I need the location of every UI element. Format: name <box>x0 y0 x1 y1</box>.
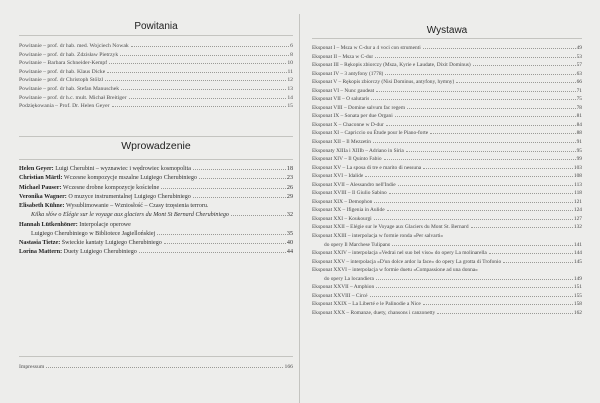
dot-leader <box>365 176 573 177</box>
heading-rule <box>19 35 293 36</box>
entry-page: 124 <box>573 207 582 214</box>
entry-title: Eksponat XIX – Demophon <box>312 198 373 205</box>
dot-leader <box>109 63 286 64</box>
toc-entry[interactable] <box>19 85 293 94</box>
entry-text: O muzyce instrumentalnej Luigiego Cherubiniego <box>66 193 191 200</box>
toc-entry[interactable] <box>312 44 582 53</box>
toc-entry[interactable] <box>19 230 293 239</box>
entry-page: 155 <box>573 292 582 299</box>
entry-page: 49 <box>576 45 582 51</box>
dot-leader <box>389 193 573 194</box>
entry-page: 13 <box>287 85 293 92</box>
dot-leader <box>407 108 576 109</box>
toc-entry[interactable] <box>312 104 582 113</box>
toc-entry[interactable] <box>19 94 293 103</box>
toc-entry[interactable] <box>312 147 582 156</box>
entry-title: Powitanie – prof. dr hab. Klaus Dicke <box>19 68 106 75</box>
heading-rule <box>312 38 582 39</box>
entry-title: Eksponat XV – La sposa di tre e marito di nessuna <box>312 164 422 171</box>
dot-leader <box>392 245 572 246</box>
entry-page: 145 <box>573 258 582 265</box>
dot-leader <box>231 215 286 216</box>
toc-entry[interactable] <box>19 68 293 77</box>
entry-title <box>19 165 191 174</box>
entry-page: 84 <box>576 121 582 128</box>
toc-entry[interactable] <box>19 59 293 68</box>
toc-entry[interactable] <box>312 283 582 292</box>
dot-leader <box>112 106 287 107</box>
entry-page: 32 <box>286 212 293 219</box>
entry-title: Impressum <box>19 364 45 370</box>
toc-entry[interactable] <box>312 309 582 318</box>
entry-page: 8 <box>290 51 293 58</box>
dot-leader <box>473 65 576 66</box>
entry-title: Eksponat VI – Nunc gaudeat <box>312 87 375 94</box>
entry-page: 78 <box>576 104 582 111</box>
dot-leader <box>129 98 287 99</box>
toc-entry[interactable] <box>312 241 582 250</box>
entry-title: Eksponat IV – 3 antyfony (1778) <box>312 70 384 77</box>
dot-leader <box>164 243 286 244</box>
entry-text: Interpolacje operowe <box>77 221 131 228</box>
dot-leader <box>423 48 576 49</box>
toc-entry[interactable] <box>312 206 582 215</box>
dot-leader <box>193 169 286 170</box>
entry-author: Michael Pauser: <box>19 184 62 191</box>
toc-entry[interactable] <box>19 239 293 248</box>
entry-page: 149 <box>573 275 582 282</box>
entry-page: 12 <box>287 77 293 84</box>
entry-page: 23 <box>286 175 293 182</box>
toc-entry[interactable] <box>19 211 293 220</box>
exhibition-list <box>312 44 582 318</box>
entry-title: Eksponat XX – Ifigenia in Aulide <box>312 207 385 214</box>
entry-page: 95 <box>576 147 582 154</box>
toc-entry[interactable] <box>312 275 582 284</box>
entry-title: Eksponat XII – Il Mezzetin <box>312 139 371 146</box>
entry-title: Powitanie – prof. dr hab. Stefan Manuschek <box>19 85 120 92</box>
toc-entry[interactable] <box>312 292 582 301</box>
dot-leader <box>503 262 573 263</box>
toc-entry[interactable] <box>312 266 582 275</box>
dot-leader <box>406 151 576 152</box>
toc-entry[interactable] <box>19 165 293 174</box>
dot-leader <box>373 142 576 143</box>
entry-title: Podziękowania – Prof. Dr. Helen Geyer <box>19 103 110 110</box>
entry-title: do opery La locandiera <box>324 275 374 282</box>
toc-entry[interactable] <box>312 198 582 207</box>
entry-page: 132 <box>573 224 582 231</box>
entry-title: Eksponat XXI – Koukourgi <box>312 215 372 222</box>
toc-entry[interactable] <box>312 300 582 309</box>
entry-page: 18 <box>286 166 293 172</box>
entry-page: 141 <box>573 241 582 248</box>
entry-title: Eksponat XIV – Il Quinto Fabio <box>312 156 382 163</box>
entry-text: Wysublimowanie – Wzniosłość – Czasy trzęsienia terroru. <box>64 203 209 209</box>
dot-leader <box>375 57 575 58</box>
dot-leader <box>385 74 575 75</box>
entry-title: Eksponat XXIV – interpolacja «Vedrai nel suo bel viso» do opery La molinarella <box>312 250 487 257</box>
toc-entry[interactable] <box>312 172 582 181</box>
entry-page: 53 <box>576 53 582 60</box>
toc-entry[interactable] <box>19 248 293 257</box>
toc-entry[interactable] <box>312 181 582 190</box>
entry-title <box>19 184 159 193</box>
entry-title: Eksponat IX – Sonata per due Organi <box>312 113 393 120</box>
dot-leader <box>370 296 573 297</box>
welcome-list <box>19 42 293 111</box>
entry-page: 166 <box>284 364 293 370</box>
dot-leader <box>120 55 289 56</box>
entry-title: Powitanie – prof. dr hab. med. Wojciech Nowak <box>19 43 129 49</box>
entry-title: Eksponat VIII – Domine salvum fac regem <box>312 104 406 111</box>
entry-page: 75 <box>576 96 582 103</box>
entry-title: Powitanie – prof. dr Christoph Stölzl <box>19 77 104 84</box>
entry-title: Eksponat XVI – Idalide <box>312 173 364 180</box>
dot-leader <box>376 287 573 288</box>
entry-page: 162 <box>573 309 582 316</box>
entry-page: 99 <box>576 156 582 163</box>
entry-text: Duety Luigiego Cherubiniego <box>62 249 137 256</box>
entry-page: 26 <box>286 184 293 191</box>
toc-entry[interactable] <box>19 102 293 111</box>
entry-title: Eksponat XVIII – Il Giulio Sabino <box>312 190 387 197</box>
toc-entry[interactable] <box>312 258 582 267</box>
dot-leader <box>376 91 575 92</box>
entry-page: 6 <box>290 43 293 49</box>
entry-page: 144 <box>573 250 582 257</box>
dot-leader <box>105 80 286 81</box>
entry-text: Luigi Cherubini – wyznawiec i wędrowiec kosmopolita <box>53 166 191 172</box>
entry-page: 103 <box>573 164 582 171</box>
toc-entry[interactable] <box>19 363 293 372</box>
dot-leader <box>161 188 286 189</box>
entry-title: Eksponat III – Rękopis zbiorczy (Msza, Kyrie e Laudate, Dixit Dominus) <box>312 62 471 69</box>
entry-author: Hannah Lütkenhöner: <box>19 221 78 228</box>
entry-title: Eksponaty XIIIa i XIIIb – Adriano in Siria <box>312 147 404 154</box>
entry-title: Eksponat XI – Capriccio ou Étude pour le Piano-forte <box>312 130 429 137</box>
toc-entry[interactable] <box>312 232 582 241</box>
page-fold-divider <box>299 14 300 403</box>
entry-page: 88 <box>576 130 582 137</box>
entry-title: Eksponat XVII – Alessandro nell'Indie <box>312 181 396 188</box>
toc-entry[interactable] <box>312 61 582 70</box>
entry-title: Powitanie – Barbara Schneider-Kempf <box>19 60 108 67</box>
entry-title: Eksponat XXX – Romanze, duety, chansons i canzonetty <box>312 309 436 316</box>
entry-page: 71 <box>576 87 582 94</box>
toc-entry[interactable] <box>312 53 582 62</box>
entry-title <box>19 174 197 183</box>
toc-entry[interactable] <box>312 112 582 121</box>
entry-title: Eksponat XXIX – La Liberté e le Palinodie a Nice <box>312 301 421 308</box>
dot-leader <box>471 227 573 228</box>
toc-entry[interactable] <box>312 249 582 258</box>
entry-page: 57 <box>576 62 582 69</box>
entry-author: Helen Geyer: <box>19 166 54 172</box>
entry-page: 10 <box>287 60 293 67</box>
entry-title <box>19 221 131 230</box>
dot-leader <box>121 89 286 90</box>
toc-entry[interactable] <box>312 164 582 173</box>
toc-entry[interactable] <box>312 215 582 224</box>
toc-entry[interactable] <box>19 174 293 183</box>
toc-entry[interactable] <box>19 76 293 85</box>
entry-page: 127 <box>573 215 582 222</box>
entry-title <box>19 248 137 257</box>
dot-leader <box>139 252 286 253</box>
dot-leader <box>374 202 573 203</box>
entry-text: Luigiego Cherubiniego w Bibliotece Jagiellońskiej <box>31 230 156 237</box>
toc-entry[interactable] <box>312 95 582 104</box>
entry-page: 118 <box>574 190 582 197</box>
entry-page: 29 <box>286 193 293 200</box>
entry-page: 66 <box>576 79 582 86</box>
entry-page: 35 <box>286 230 293 237</box>
entry-title <box>19 202 208 211</box>
dot-leader <box>46 367 283 368</box>
toc-entry[interactable] <box>312 189 582 198</box>
dot-leader <box>398 185 573 186</box>
toc-entry[interactable] <box>19 184 293 193</box>
dot-leader <box>193 197 286 198</box>
entry-title: Eksponat V – Rękopis zbiorczy (Nisi Dominus, antyfony, hymny) <box>312 79 455 86</box>
dot-leader <box>430 133 575 134</box>
entry-title: Eksponat XXV – interpolacja «D'un dolce ardor la face» do opery La grotta di Trofonio <box>312 258 502 265</box>
toc-entry[interactable] <box>312 129 582 138</box>
dot-leader <box>395 116 576 117</box>
entry-page: 91 <box>576 139 582 146</box>
dot-leader <box>456 82 575 83</box>
entry-page: 108 <box>573 173 582 180</box>
entry-author: Nastasia Tietze: <box>19 240 61 246</box>
entry-title: Eksponat XXVIII – Circé <box>312 292 368 299</box>
entry-author: Christian Märtl: <box>19 175 63 182</box>
dot-leader <box>387 210 573 211</box>
entry-title <box>19 230 155 239</box>
entry-page: 15 <box>287 103 293 110</box>
toc-entry[interactable] <box>19 193 293 202</box>
section-heading-welcome: Powitania <box>134 21 178 32</box>
entry-text: Wczesne kompozycje mszalne Luigiego Cherubiniego <box>62 175 197 182</box>
entry-author: Lorina Mattern: <box>19 249 63 256</box>
dot-leader <box>423 168 573 169</box>
entry-page: 121 <box>573 198 582 205</box>
toc-entry[interactable] <box>312 70 582 79</box>
entry-title: Eksponat I – Msza w C-dur a 4 voci con strumenti <box>312 45 421 51</box>
entry-page: 11 <box>287 68 293 75</box>
entry-title: Powitanie – prof. dr hab. Zdzisław Pietrzyk <box>19 51 119 58</box>
dot-leader <box>107 72 286 73</box>
toc-entry[interactable] <box>312 223 582 232</box>
entry-page: 40 <box>286 240 293 246</box>
entry-text: Wczesne drobne kompozycje kościelne <box>61 184 160 191</box>
entry-author: Elisabeth Kühne: <box>19 203 65 209</box>
dot-leader <box>371 99 575 100</box>
entry-title: Powitanie – prof. dr h.c. mult. Michał Breitiger <box>19 94 127 101</box>
entry-page: 158 <box>573 301 582 308</box>
toc-entry[interactable] <box>19 42 293 51</box>
toc-entry[interactable] <box>19 221 293 230</box>
dot-leader <box>376 279 573 280</box>
entry-page: 44 <box>286 249 293 256</box>
entry-title: Eksponat VII – O salutaris <box>312 96 370 103</box>
dot-leader <box>157 234 286 235</box>
dot-leader <box>386 125 576 126</box>
entry-title: Eksponat XXII – Elégie sur le Voyage aux Glaciers du Mont St. Bernard <box>312 224 469 231</box>
entry-title: Eksponat X – Chaconne w D-dur <box>312 121 384 128</box>
toc-entry[interactable] <box>19 202 293 211</box>
section-rule <box>19 356 293 357</box>
entry-title: Eksponat XXIII – interpolacja w formie ronda «Per salvarti» <box>312 233 444 240</box>
entry-page: 63 <box>576 70 582 77</box>
intro-list <box>19 165 293 258</box>
dot-leader <box>437 313 573 314</box>
toc-entry[interactable] <box>312 138 582 147</box>
entry-page: 151 <box>573 284 582 291</box>
entry-title <box>19 193 191 202</box>
dot-leader <box>489 253 573 254</box>
entry-title: Eksponat II – Msza w C-dur <box>312 53 374 60</box>
section-heading-intro: Wprowadzenie <box>121 140 191 152</box>
section-rule <box>19 136 293 137</box>
toc-entry[interactable] <box>19 51 293 60</box>
dot-leader <box>423 304 573 305</box>
toc-entry[interactable] <box>312 155 582 164</box>
toc-entry[interactable] <box>312 121 582 130</box>
entry-author: Veronika Wagner: <box>19 193 67 200</box>
heading-rule <box>19 159 293 160</box>
imprint-entry <box>19 363 293 372</box>
entry-title <box>19 211 229 220</box>
entry-title: Eksponat XXVII – Amphion <box>312 284 375 291</box>
dot-leader <box>199 178 286 179</box>
entry-page: 14 <box>287 94 293 101</box>
section-heading-exhibition: Wystawa <box>426 25 468 36</box>
entry-page: 81 <box>576 113 582 120</box>
entry-title: Eksponat XXVI – interpolacja w formie duetu «Compassione ad una donna» <box>312 267 478 274</box>
dot-leader <box>131 46 289 47</box>
entry-text: Świeckie kantaty Luigiego Cherubiniego <box>60 240 162 246</box>
entry-text: Kilka słów o Elégie sur le voyage aux glaciers du Mont St Bernard Cherubiniego <box>31 212 229 219</box>
toc-entry[interactable] <box>312 78 582 87</box>
entry-page: 113 <box>574 181 582 188</box>
dot-leader <box>374 219 573 220</box>
entry-title: do opery Il Marchese Tulipano <box>324 241 391 248</box>
dot-leader <box>384 159 576 160</box>
toc-entry[interactable] <box>312 87 582 96</box>
entry-title <box>19 239 162 248</box>
